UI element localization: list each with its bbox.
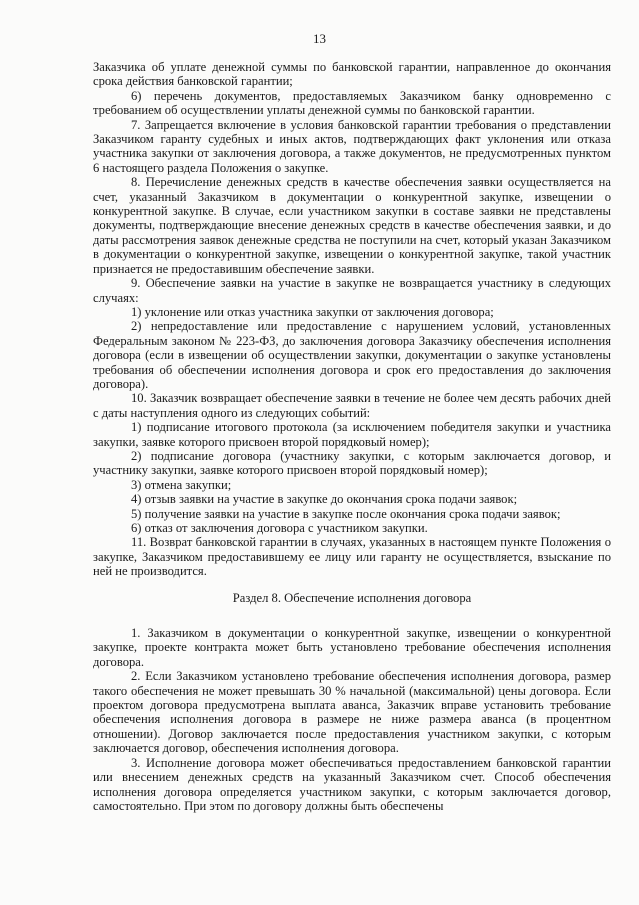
paragraph: 11. Возврат банковской гарантии в случаях, указанных в настоящем пункте Положения о закупке, Заказчиком предоставившему ее лицу или гаранту не осуществляется, взыскание по ней не производится.	[93, 535, 611, 579]
paragraph: 3) отмена закупки;	[131, 477, 232, 492]
document-body	[93, 60, 611, 813]
paragraph: 1. Заказчиком в документации о конкурентной закупке, извещении о конкурентной закупке, проекте контракта может быть установлено требование обеспечения исполнения договора.	[93, 626, 611, 669]
paragraph: 4) отзыв заявки на участие в закупке до окончания срока подачи заявок;	[131, 492, 518, 507]
section-title: Раздел 8. Обеспечение исполнения договора	[232, 590, 472, 605]
page-number: 13	[313, 31, 326, 46]
paragraph: 6) отказ от заключения договора с участником закупки.	[131, 521, 428, 535]
paragraphs-after-section	[93, 626, 611, 813]
paragraph: 8. Перечисление денежных средств в качестве обеспечения заявки осуществляется на счет, указанный Заказчиком в документации о конкурентной закупке, извещении о конкурентной закупке. В случае, если участником закупки в составе заявки не представлены документы, подтверждающие внесение денежных средств в качестве обеспечения заявки, и до даты рассмотрения заявок денежные средства не поступили на счет, который указан Заказчиком в документации о конкурентной закупке, извещении о конкурентной закупке, такой участник признается не предоставившим обеспечение заявки.	[93, 175, 611, 276]
paragraph: 1) уклонение или отказ участника закупки от заключения договора;	[131, 304, 494, 319]
paragraph: 2) непредоставление или предоставление с нарушением условий, установленных Федеральным законом № 223-ФЗ, до заключения договора Заказчику обеспечения исполнения договора (если в извещении об осуществлении закупки, документации о закупке установлены требования об обеспечении исполнения договора и срок его предоставления до заключения договора).	[93, 319, 611, 391]
paragraph: 9. Обеспечение заявки на участие в закупке не возвращается участнику в следующих случаях:	[93, 276, 611, 305]
paragraph: 5) получение заявки на участие в закупке после окончания срока подачи заявок;	[131, 506, 561, 521]
paragraph: 3. Исполнение договора может обеспечиваться предоставлением банковской гарантии или внесением денежных средств на указанный Заказчиком счет. Способ обеспечения исполнения договора определяется участником закупки, с которым заключается договор, самостоятельно. При этом по договору должны быть обеспечены	[93, 755, 611, 813]
paragraph: Заказчика об уплате денежной суммы по банковской гарантии, направленное до окончания срока действия банковской гарантии;	[93, 60, 611, 89]
paragraph: 7. Запрещается включение в условия банковской гарантии требования о представлении Заказчиком гаранту судебных и иных актов, подтверждающих факт уклонения или отказа участника закупки от заключения договора, а также документов, не предусмотренных пунктом 6 настоящего раздела Положения о закупке.	[93, 117, 611, 175]
paragraph: 1) подписание итогового протокола (за исключением победителя закупки и участника закупки, заявке которого присвоен второй порядковый номер);	[93, 420, 611, 449]
paragraph: 2. Если Заказчиком установлено требование обеспечения исполнения договора, размер такого обеспечения не может превышать 30 % начальной (максимальной) цены договора. Если проектом договора предусмотрена выплата аванса, Заказчик вправе установить требование обеспечения исполнения договора в размере не ниже размера аванса (в процентном отношении). Договор заключается после предоставления участником закупки, с которым заключается договор, обеспечения исполнения договора.	[93, 669, 611, 756]
paragraph: 10. Заказчик возвращает обеспечение заявки в течение не более чем десять рабочих дней с даты наступления одного из следующих событий:	[93, 391, 611, 420]
paragraph: 2) подписание договора (участнику закупки, с которым заключается договор, и участнику закупки, заявке которого присвоен второй порядковый номер);	[93, 448, 611, 478]
paragraphs-before-section	[93, 60, 611, 579]
paragraph: 6) перечень документов, предоставляемых Заказчиком банку одновременно с требованием об осуществлении уплаты денежной суммы по банковской гарантии.	[93, 88, 611, 118]
